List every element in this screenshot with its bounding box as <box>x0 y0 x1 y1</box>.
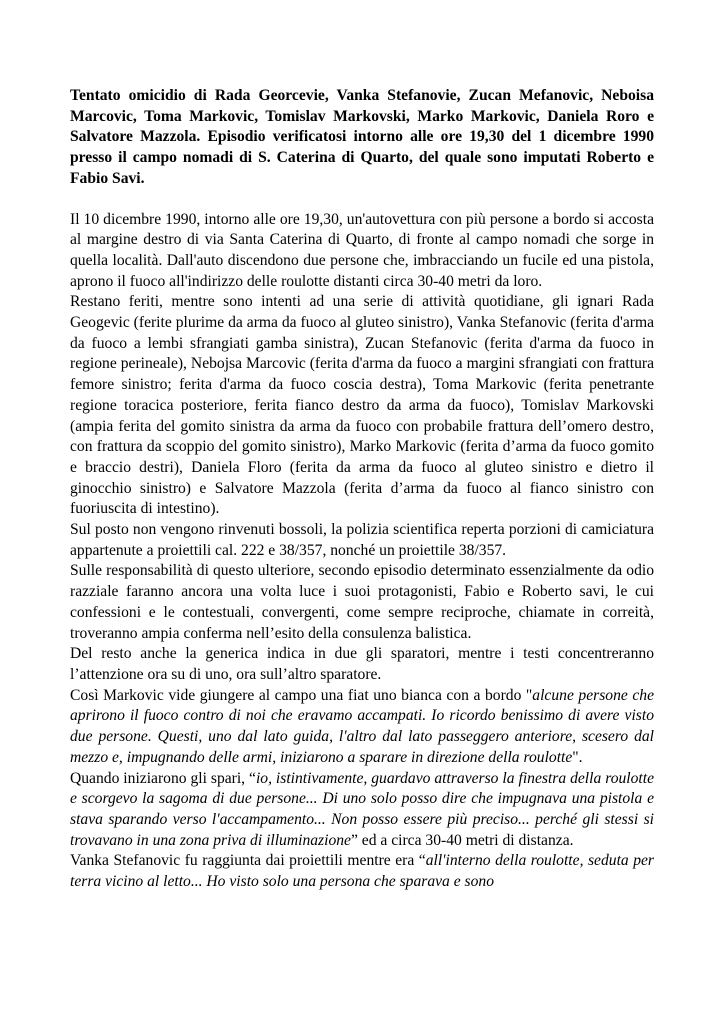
body-paragraph <box>70 561 654 644</box>
quoted-testimony: all'interno della roulotte, seduta per terra vicino al letto... Ho visto solo una persona che sparava e sono <box>70 852 654 891</box>
paragraph-text: Sul posto non vengono rinvenuti bossoli, la polizia scientifica reperta porzioni di camiciatura appartenute a proiettili cal. 222 e 38/357, nonché un proiettile 38/357. <box>70 521 654 559</box>
quoted-testimony: io, istintivamente, guardavo attraverso la finestra della roulotte e scorgevo la sagoma di due persone... Di uno solo posso dire che impugnava una pistola e stava sparando verso l'accampamento... Non posso essere più preciso... perché gli stessi si trovavano in una zona priva di illuminazione <box>70 769 654 849</box>
paragraph-text: Sulle responsabilità di questo ulteriore, secondo episodio determinato essenzialmente da odio razziale faranno ancora una volta luce i suoi protagonisti, Fabio e Roberto savi, le cui confessioni e le contestuali, convergenti, come sempre reciproche, chiamate in correità, troveranno ampia conferma nell’esito della consulenza balistica. <box>70 562 654 642</box>
paragraph-text: Vanka Stefanovic fu raggiunta dai proiettili mentre era “ <box>70 852 426 870</box>
paragraph-text: Quando iniziarono gli spari, “ <box>70 769 256 787</box>
document-page <box>70 86 654 893</box>
body-paragraph <box>70 292 654 520</box>
paragraph-text: Del resto anche la generica indica in due gli sparatori, mentre i testi concentreranno l’attenzione ora su di uno, ora sull’altro sparatore. <box>70 645 654 683</box>
body-paragraph <box>70 851 654 892</box>
quoted-testimony: alcune persone che aprirono il fuoco contro di noi che eravamo accampati. Io ricordo benissimo di avere visto due persone. Questi, uno dal lato guida, l'altro dal lato passeggero anteriore, scesero dal mezzo e, impugnando delle armi, iniziarono a sparare in direzione della roulotte <box>70 686 654 766</box>
body-paragraph <box>70 210 654 293</box>
document-heading: Tentato omicidio di Rada Georcevie, Vanka Stefanovie, Zucan Mefanovic, Neboisa Marcovic, Toma Markovic, Tomislav Markovski, Marko Markovic, Daniela Roro e Salvatore Mazzola. Episodio verificatosi intorno alle ore 19,30 del 1 dicembre 1990 presso il campo nomadi di S. Caterina di Quarto, del quale sono imputati Roberto e Fabio Savi. <box>70 87 654 187</box>
document-body <box>70 210 654 893</box>
paragraph-text: ” ed a circa 30-40 metri di distanza. <box>350 831 574 849</box>
body-paragraph <box>70 769 654 852</box>
paragraph-text: ". <box>572 748 583 766</box>
body-paragraph <box>70 686 654 769</box>
paragraph-text: Restano feriti, mentre sono intenti ad una serie di attività quotidiane, gli ignari Rada Geogevic (ferite plurime da arma da fuoco al gluteo sinistro), Vanka Stefanovic (ferita d'arma da fuoco a lembi sfrangiati gamba sinistra), Zucan Stefanovic (ferita d'arma da fuoco in regione perineale), Nebojsa Marcovic (ferita d'arma da fuoco a margini sfrangiati con frattura femore sinistro; ferita d'arma da fuoco coscia destra), Toma Markovic (ferita penetrante regione toracica posteriore, ferita fianco destro da arma da fuoco), Tomislav Markovski (ampia ferita del gomito sinistra da arma da fuoco con probabile frattura dell’omero destro, con frattura da scoppio del gomito sinistro), Marko Markovic (ferita d’arma da fuoco gomito e braccio destri), Daniela Floro (ferita da arma da fuoco al gluteo sinistro e dietro il ginocchio sinistro) e Salvatore Mazzola (ferita d’arma da fuoco al fianco sinistro con fuoriuscita di intestino). <box>70 293 654 518</box>
paragraph-text: Così Markovic vide giungere al campo una fiat uno bianca con a bordo " <box>70 686 533 704</box>
paragraph-text: Il 10 dicembre 1990, intorno alle ore 19,30, un'autovettura con più persone a bordo si accosta al margine destro di via Santa Caterina di Quarto, di fronte al campo nomadi che sorge in quella località. Dall'auto discendono due persone che, imbracciando un fucile ed una pistola, aprono il fuoco all'indirizzo delle roulotte distanti circa 30-40 metri da loro. <box>70 210 654 290</box>
body-paragraph <box>70 644 654 685</box>
body-paragraph <box>70 520 654 561</box>
